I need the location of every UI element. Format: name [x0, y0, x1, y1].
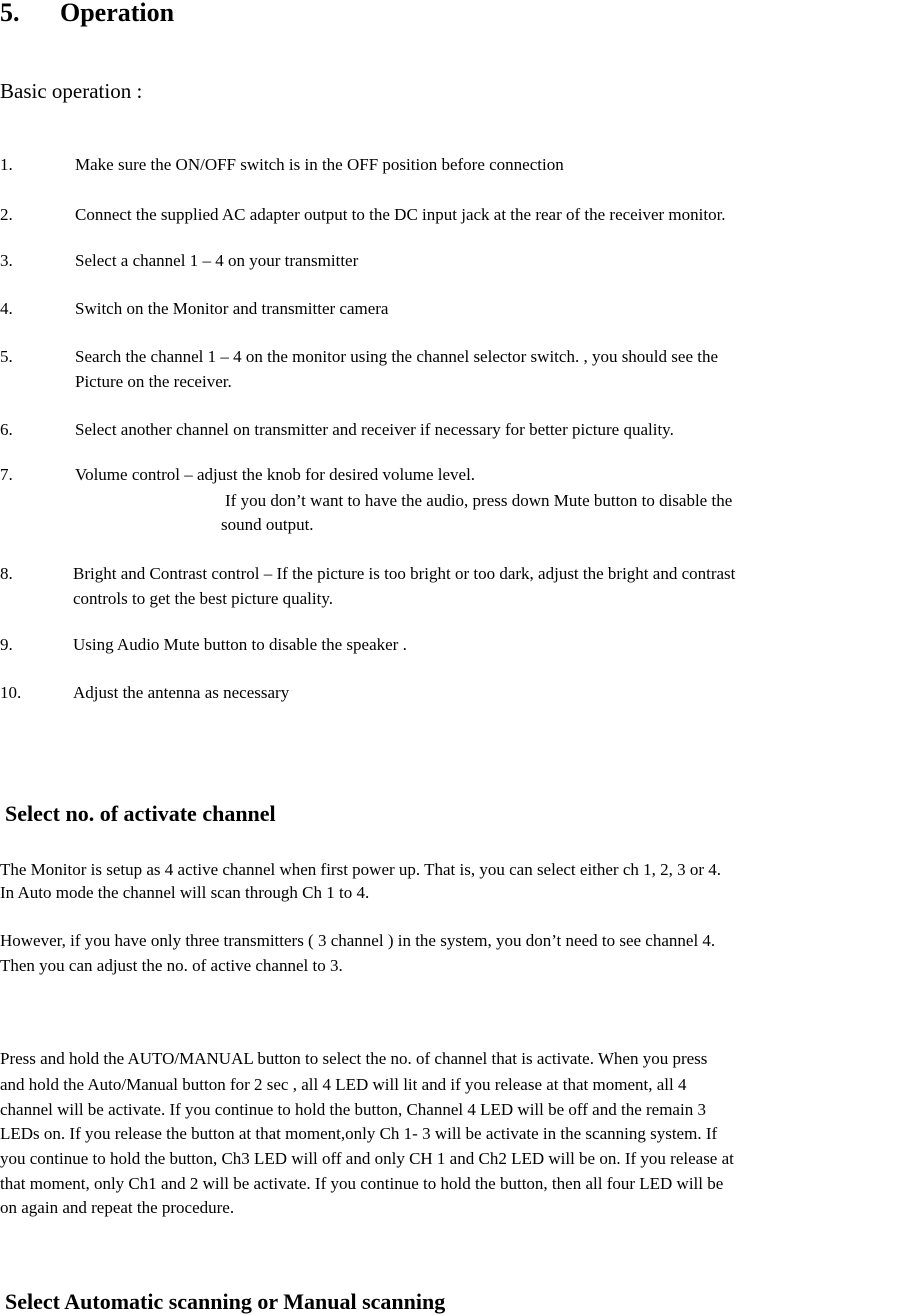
step-text: Make sure the ON/OFF switch is in the OFF position before connection [75, 155, 564, 174]
step-text: Adjust the antenna as necessary [73, 683, 290, 702]
paragraph-line: on again and repeat the procedure. [0, 1198, 235, 1217]
step-text: Switch on the Monitor and transmitter camera [75, 299, 389, 318]
step-text-continued: Picture on the receiver. [75, 372, 232, 391]
step-text: Bright and Contrast control – If the picture is too bright or too dark, adjust the bright and contrast [73, 564, 736, 583]
step-number: 9. [0, 635, 13, 654]
step-text-continued: controls to get the best picture quality. [73, 589, 333, 608]
paragraph-line: Then you can adjust the no. of active channel to 3. [0, 956, 343, 975]
step-text: Connect the supplied AC adapter output to the DC input jack at the rear of the receiver monitor. [75, 205, 726, 224]
section-number: 5. [0, 0, 20, 27]
step-number: 6. [0, 420, 13, 439]
paragraph-line: In Auto mode the channel will scan through Ch 1 to 4. [0, 883, 370, 902]
paragraph-line: channel will be activate. If you continue to hold the button, Channel 4 LED will be off and the remain 3 [0, 1100, 706, 1119]
paragraph-line: that moment, only Ch1 and 2 will be activate. If you continue to hold the button, then all four LED will be [0, 1174, 724, 1193]
scan-section-heading: Select Automatic scanning or Manual scanning [5, 1289, 446, 1314]
step-text: Select a channel 1 – 4 on your transmitter [75, 251, 359, 270]
step-number: 8. [0, 564, 13, 583]
step-text: Select another channel on transmitter and receiver if necessary for better picture quality. [75, 420, 674, 439]
paragraph-line: Press and hold the AUTO/MANUAL button to select the no. of channel that is activate. When you press [0, 1049, 708, 1068]
step-text-continued: sound output. [221, 515, 314, 534]
step-text: Search the channel 1 – 4 on the monitor using the channel selector switch. , you should see the [75, 347, 719, 366]
step-text: Using Audio Mute button to disable the speaker . [73, 635, 407, 654]
step-number: 1. [0, 155, 13, 174]
step-number: 10. [0, 683, 22, 702]
step-number: 4. [0, 299, 13, 318]
basic-operation-label: Basic operation : [0, 79, 143, 103]
channel-section-heading: Select no. of activate channel [5, 801, 276, 826]
step-text: Volume control – adjust the knob for desired volume level. [75, 465, 476, 484]
section-title: Operation [60, 0, 175, 27]
paragraph-line: LEDs on. If you release the button at that moment,only Ch 1- 3 will be activate in the scanning system. If [0, 1124, 718, 1143]
step-number: 3. [0, 251, 13, 270]
step-number: 7. [0, 465, 13, 484]
paragraph-line: However, if you have only three transmitters ( 3 channel ) in the system, you don’t need to see channel 4. [0, 931, 716, 950]
step-number: 2. [0, 205, 13, 224]
paragraph-line: The Monitor is setup as 4 active channel when first power up. That is, you can select either ch 1, 2, 3 or 4. [0, 860, 722, 879]
paragraph-line: and hold the Auto/Manual button for 2 sec , all 4 LED will lit and if you release at that moment, all 4 [0, 1075, 687, 1094]
paragraph-line: you continue to hold the button, Ch3 LED will off and only CH 1 and Ch2 LED will be on. If you release at [0, 1149, 734, 1168]
step-number: 5. [0, 347, 13, 366]
step-text-continued: If you don’t want to have the audio, press down Mute button to disable the [225, 491, 733, 510]
